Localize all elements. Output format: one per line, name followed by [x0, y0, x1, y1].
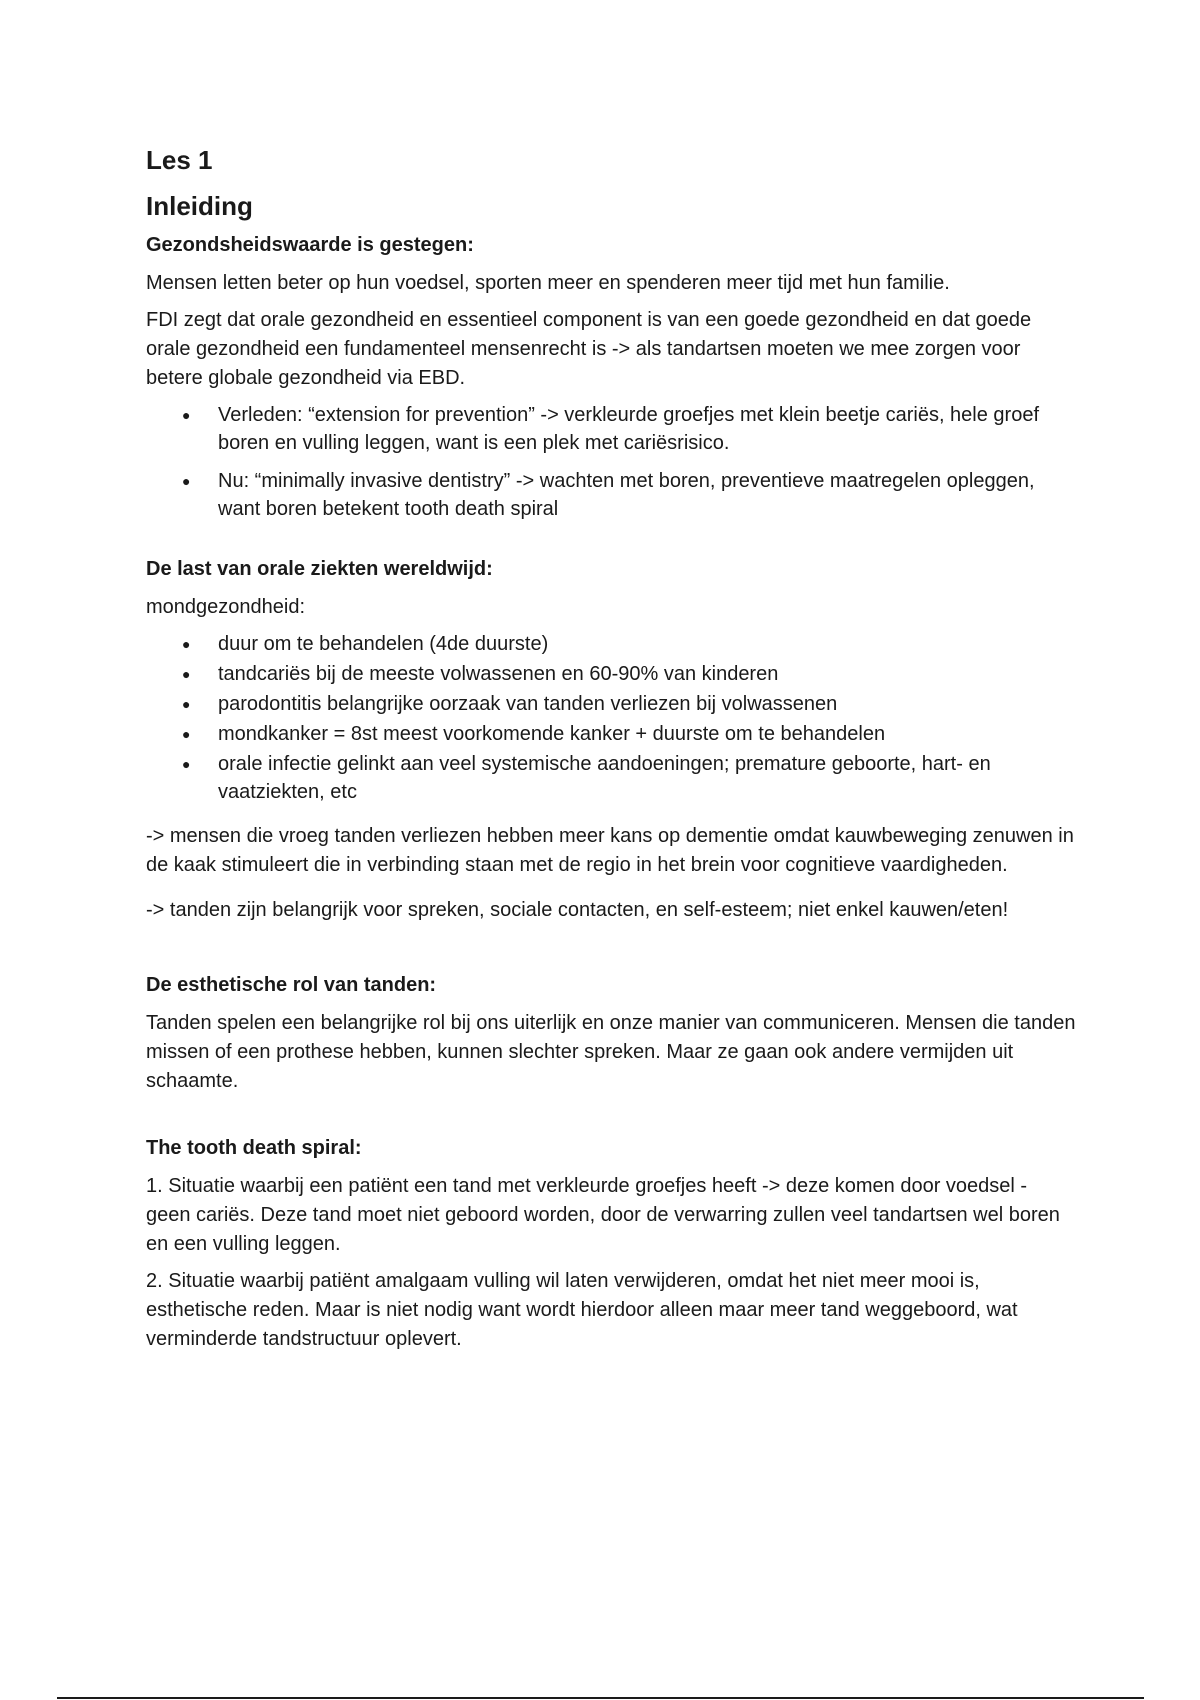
section-tooth-death-spiral: [146, 1134, 1076, 1354]
paragraph: FDI zegt dat orale gezondheid en essentieel component is van een goede gezondheid en dat goede orale gezondheid een fundamenteel mensenrecht is -> als tandartsen moeten we mee zorgen voor betere globale gezondheid via EBD.: [146, 309, 1032, 389]
paragraph: -> mensen die vroeg tanden verliezen hebben meer kans op dementie omdat kauwbeweging zenuwen in de kaak stimuleert die in verbinding staan met de regio in het brein voor cognitieve vaardigheden.: [146, 825, 1074, 876]
section-orale-ziekten: [146, 555, 1076, 925]
section-heading: The tooth death spiral:: [146, 1137, 362, 1159]
bullet-list: [146, 401, 1076, 523]
list-item: ● orale infectie gelinkt aan veel systemische aandoeningen; premature geboorte, hart- en vaatziekten, etc: [218, 750, 1076, 806]
section-gezondheidswaarde: [146, 231, 1076, 523]
document-body: [146, 143, 1076, 1362]
list-item: ● Verleden: “extension for prevention” -> verkleurde groefjes met klein beetje cariës, hele groef boren en vulling leggen, want is een plek met cariësrisico.: [218, 401, 1076, 457]
paragraph: Mensen letten beter op hun voedsel, sporten meer en spenderen meer tijd met hun familie.: [146, 272, 950, 294]
paragraph: -> tanden zijn belangrijk voor spreken, sociale contacten, en self-esteem; niet enkel kauwen/eten!: [146, 899, 1009, 921]
section-heading: De last van orale ziekten wereldwijd:: [146, 558, 493, 580]
document-subtitle: Inleiding: [146, 191, 253, 221]
paragraph: Tanden spelen een belangrijke rol bij ons uiterlijk en onze manier van communiceren. Mensen die tanden missen of een prothese hebben, kunnen slechter spreken. Maar ze gaan ook andere vermijden uit schaamte.: [146, 1012, 1076, 1092]
bottom-rule: [57, 1697, 1144, 1699]
list-item: ● Nu: “minimally invasive dentistry” -> wachten met boren, preventieve maatregelen opleggen, want boren betekent tooth death spiral: [218, 467, 1076, 523]
list-item: ● tandcariës bij de meeste volwassenen en 60-90% van kinderen: [218, 660, 1076, 688]
bullet-list: [146, 630, 1076, 806]
paragraph: 1. Situatie waarbij een patiënt een tand met verkleurde groefjes heeft -> deze komen door voedsel - geen cariës. Deze tand moet niet geboord worden, door de verwarring zullen veel tandartsen wel boren en een vulling leggen.: [146, 1175, 1060, 1255]
section-heading: De esthetische rol van tanden:: [146, 974, 437, 996]
paragraph: 2. Situatie waarbij patiënt amalgaam vulling wil laten verwijderen, omdat het niet meer mooi is, esthetische reden. Maar is niet nodig want wordt hierdoor alleen maar meer tand weggeboord, wat verminderde tandstructuur oplevert.: [146, 1270, 1018, 1350]
list-item: ● mondkanker = 8st meest voorkomende kanker + duurste om te behandelen: [218, 720, 1076, 748]
section-esthetische-rol: [146, 971, 1076, 1096]
section-heading: Gezondsheidswaarde is gestegen:: [146, 234, 474, 256]
paragraph: mondgezondheid:: [146, 596, 306, 618]
document-title: Les 1: [146, 145, 213, 175]
list-item: ● parodontitis belangrijke oorzaak van tanden verliezen bij volwassenen: [218, 690, 1076, 718]
list-item: ● duur om te behandelen (4de duurste): [218, 630, 1076, 658]
